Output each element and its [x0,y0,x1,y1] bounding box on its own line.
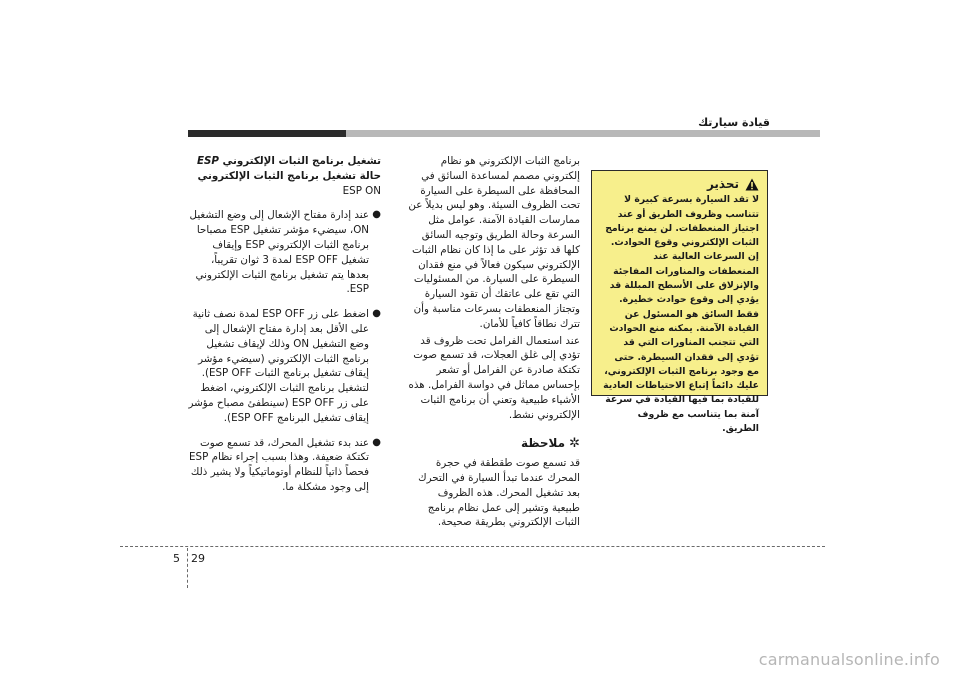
list-item [188,307,381,425]
esp-state-label: ESP ON [342,184,381,197]
header-rule-accent [188,130,346,137]
bullet-icon: ● [372,436,381,448]
footer-rule [120,546,825,547]
bullet-icon: ● [372,308,381,320]
section-title-arabic: تشغيل برنامج الثبات الإلكتروني [222,155,381,167]
warning-heading [600,177,759,191]
section-title [188,154,381,169]
header-rule [188,130,820,137]
chapter-number: 5 [173,552,180,565]
paragraph: برنامج الثبات الإلكتروني هو نظام إلكتروني مصمم لمساعدة السائق في المحافظة على السيطرة على السيارة تحت الظروف السيئة. وهو ليس بديلاً عن ممارسات القيادة الآمنة. عوامل مثل السرعة وحالة الطريق وتوجيه السائق كلها قد تؤثر على ما إذا كان نظام الثبات الإلكتروني سيكون فعالاً في منع فقدان السيطرة على السيارة. من المسئوليات التي تقع على عاتقك أن تقود السيارة وتجتاز المنعطفات بسرعات مناسبة وأن تترك نطاقاً كافياً للأمان. [408,155,580,330]
list-item [188,208,381,297]
asterisk-icon: ✲ [569,436,580,452]
paragraph: عند استعمال الفرامل تحت ظروف قد تؤدي إلى غلق العجلات، قد تسمع صوت تكتكة صادرة عن الفرامل أو تشعر بإحساس مماثل في دواسة الفرامل. هذه الأشياء طبيعية وتعني أن برنامج الثبات الإلكتروني نشط. [408,334,580,421]
page-header-title: قيادة سيارتك [698,116,770,129]
note-title: ملاحظة [520,436,566,451]
bullet-icon: ● [372,209,381,221]
section-subtitle: حالة تشغيل برنامج الثبات الإلكتروني [197,169,381,182]
watermark-text: carmanualsonline.info [758,650,940,669]
warning-box [591,170,768,435]
page-number: 29 [191,552,205,565]
warning-triangle-icon [745,178,759,191]
list-item-text: عند إدارة مفتاح الإشعال إلى وضع التشغيل ON، سيضيء مؤشر تشغيل ESP مصباحا برنامج الثبات الإلكتروني ESP وإيقاف تشغيل ESP OFF لمدة 3 ثوان تقريباً، بعدها يتم تشغيل برنامج الثبات الإلكتروني ESP. [189,209,369,296]
esp-operation-column [188,154,381,495]
main-text-column [408,154,580,530]
note-heading [408,436,580,452]
section-title-latin: ESP [196,155,219,167]
note-text: قد تسمع صوت طقطقة في حجرة المحرك عندما تبدأ السيارة في التحرك بعد تشغيل المحرك. هذه الظروف طبيعية وتشير إلى عمل نظام برنامج الثبات الإلكتروني بطريقة صحيحة. [418,457,580,529]
warning-title: تحذير [706,177,739,191]
list-item-text: اضغط على زر ESP OFF لمدة نصف ثانية على الأقل بعد إدارة مفتاح الإشعال إلى وضع التشغيل ON وذلك لإيقاف تشغيل برنامج الثبات الإلكتروني (سيضيء مؤشر إيقاف تشغيل برنامج الثبات ESP OFF). لتشغيل برنامج الثبات الإلكتروني، اضغط على زر ESP OFF (سينطفئ مصباح مؤشر إيقاف تشغيل البرنامج ESP OFF). [188,308,369,424]
bullet-list [188,208,381,494]
footer-divider [187,548,188,588]
list-item-text: عند بدء تشغيل المحرك، قد تسمع صوت تكتكة ضعيفة. وهذا بسبب إجراء نظام ESP فحصاً ذاتياً للنظام أوتوماتيكياً ولا يشير ذلك إلى وجود مشكلة ما. [189,436,369,493]
list-item [188,436,381,495]
warning-text: لا تقد السيارة بسرعة كبيرة لا تتناسب وظروف الطريق أو عند اجتياز المنعطفات. لن يمنع برنامج الثبات الإلكتروني وقوع الحوادث. إن السرعات العالية عند المنعطفات والمناورات المفاجئة والإنزلاق على الأسطح المبللة قد يؤدي إلى وقوع حوادث خطيرة. فقط السائق هو المسئول عن القيادة الآمنة. يمكنه منع الحوادث التي تتجنب المناورات التي قد تؤدي إلى فقدان السيطرة. حتى مع وجود برنامج الثبات الإلكتروني، عليك دائماً إتباع الاحتياطات العادية للقيادة بما فيها القيادة في سرعة آمنة بما يتناسب مع ظروف الطريق. [603,194,759,435]
